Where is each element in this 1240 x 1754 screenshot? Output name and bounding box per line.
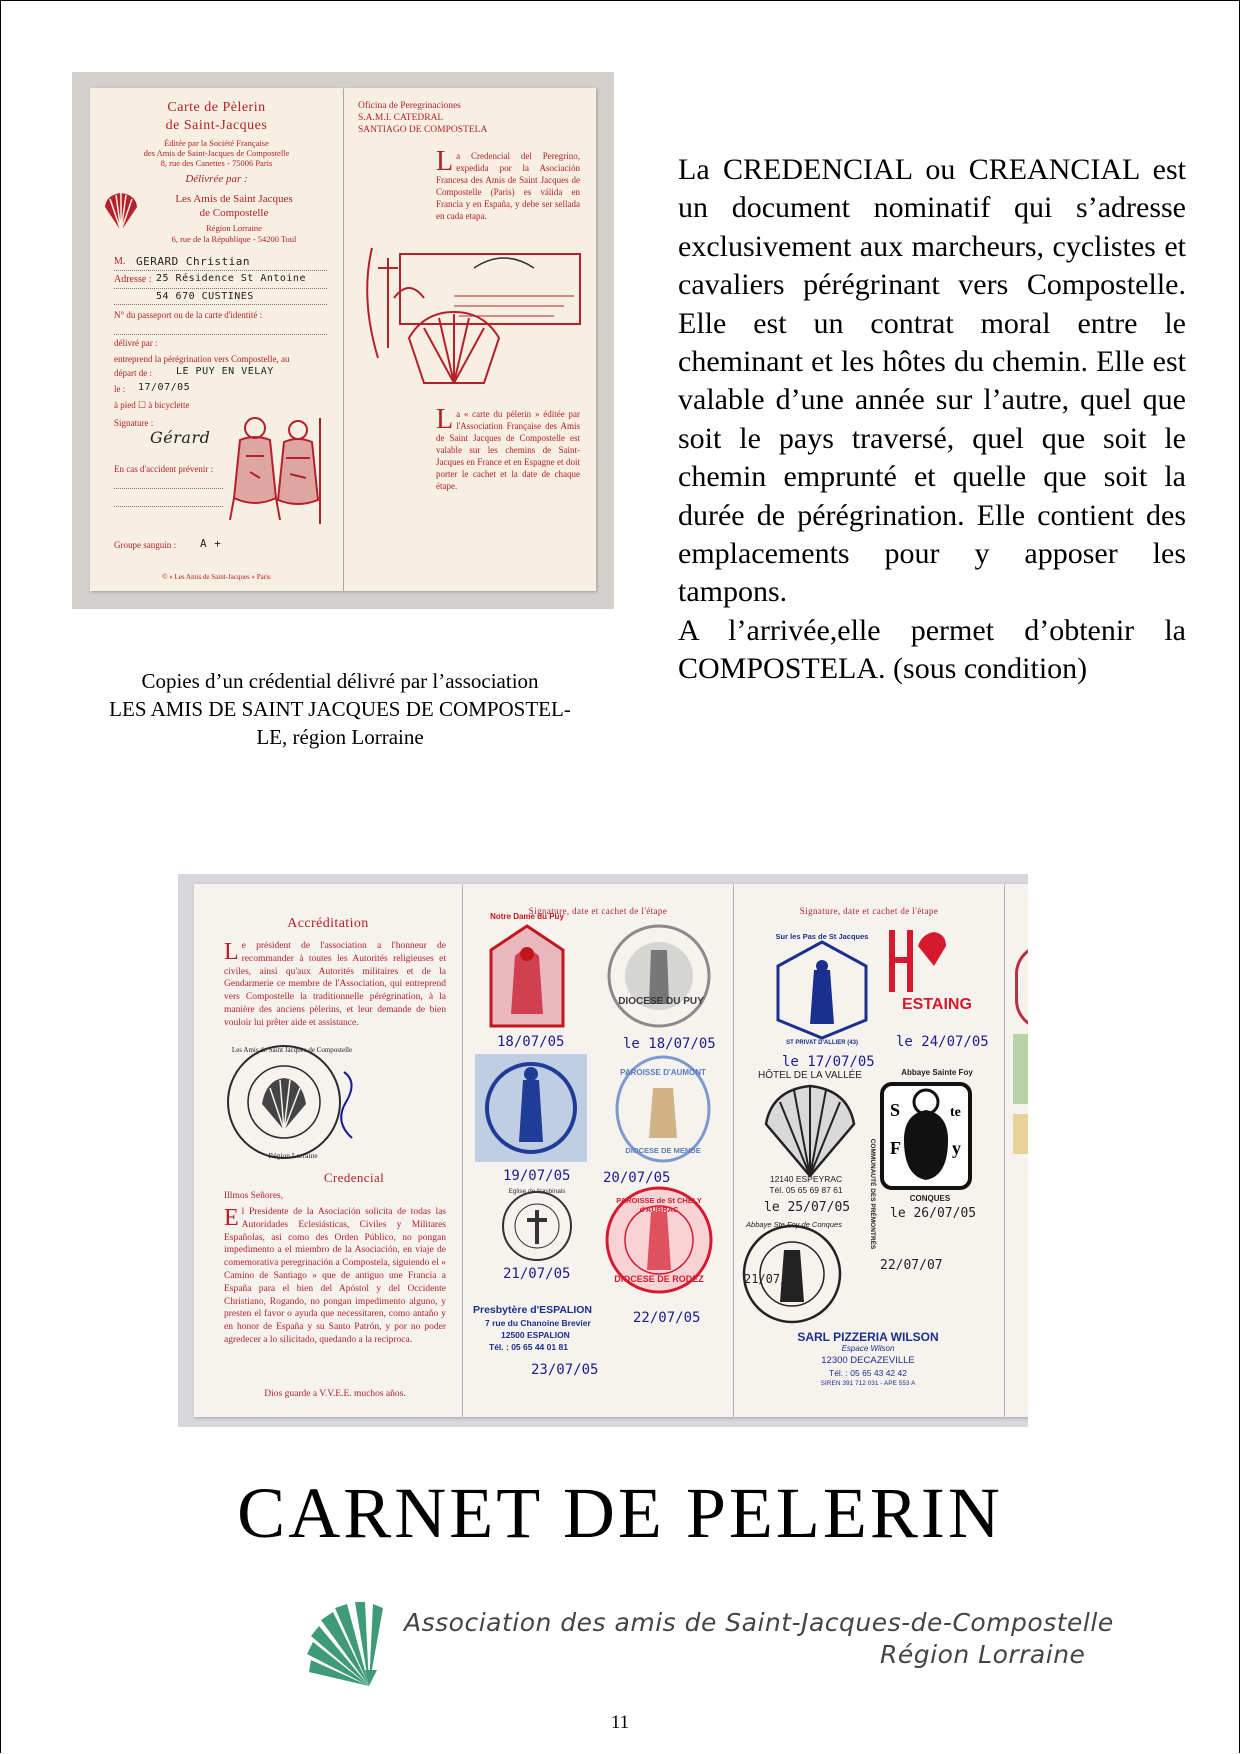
caption-line3: LE, région Lorraine: [256, 725, 424, 749]
pizzeria-line5: SIREN 391 712 031 - APE 553 A: [820, 1380, 916, 1387]
credencial-greeting: Illmos Señores,: [224, 1191, 284, 1201]
espalion-line2: 7 rue du Chanoine Brevier: [485, 1318, 591, 1328]
field-signature-label: Signature :: [114, 418, 154, 428]
stamp-date-7: 23/07/05: [531, 1362, 599, 1378]
pizzeria-line4: Tél. : 05 65 43 42 42: [829, 1368, 907, 1378]
main-title: CARNET DE PELERIN: [237, 1473, 1003, 1553]
sur-les-pas-stamp: [774, 940, 870, 1040]
field-mode-label: à pied ☐ à bicyclette: [114, 400, 190, 410]
card-edited-by2: des Amis de Saint-Jacques de Compostelle: [143, 148, 290, 158]
field-delivre-label: délivré par :: [114, 338, 158, 348]
saint-jacques-blue-stamp: [473, 1050, 589, 1166]
abbaye-conques-stamp: [878, 1080, 974, 1192]
card-issuer-line1: Les Amis de Saint Jacques: [175, 193, 293, 205]
description-paragraph1: La CREDENCIAL ou CREANCIAL est un document nominatif qui s’adresse exclusivement aux marcheurs, cyclistes et cavaliers pérégrinant vers Compostelle. Elle est un contrat moral entre le cheminant et les hôtes du chemin. Elle est valable d’une année sur l’autre, quel que soit le pays traversé, quel que soit le chemin emprunté et quelle que soit la durée de pérégrination. Elle contient des emplacements pour y apposer les tampons.: [678, 153, 1186, 609]
hotel-vallee-stamp: [754, 1080, 866, 1184]
stamp-date-12: 22/07/07: [880, 1258, 943, 1273]
pilgrims-illustration: [220, 408, 330, 528]
field-pilgrimage-label: entreprend la pérégrination vers Compostelle, au: [114, 354, 290, 364]
stamps-panel-3-partial: [1005, 884, 1028, 1417]
stamps-panel-1: [463, 884, 733, 1417]
nasbinals-stamp: [499, 1188, 575, 1264]
description-paragraph: [678, 151, 1186, 689]
sur-les-pas-label: Sur les Pas de St Jacques: [775, 932, 869, 941]
stamp-date-13: 21/07/07: [744, 1272, 802, 1286]
notre-dame-stamp: [485, 922, 569, 1032]
spanish-dropcap: L: [436, 146, 454, 177]
credencial-closing: Dios guarde a V.V.E.E. muchos años.: [264, 1389, 406, 1399]
accreditation-dropcap: L: [224, 939, 239, 965]
field-le-value: 17/07/05: [138, 382, 191, 393]
svg-text:F: F: [890, 1138, 901, 1158]
hotel-vallee-phone: Tél. 05 65 69 87 61: [769, 1185, 843, 1195]
field-adresse-value: 25 Résidence St Antoine: [156, 273, 306, 284]
field-blood-value: A +: [200, 537, 222, 550]
chely-aubrac-label: PAROISSE de St CHELY d'AUBRAC: [616, 1196, 702, 1214]
diocese-puy-label: DIOCESE DU PUY: [618, 996, 704, 1007]
carnet-photo: [178, 874, 1028, 1427]
estaing-label: ESTAING: [902, 996, 972, 1013]
stamp-date-4: 20/07/05: [603, 1170, 671, 1186]
field-depart-value: LE PUY EN VELAY: [176, 366, 274, 377]
field-passport-label: N° du passeport ou de la carte d'identité :: [114, 310, 263, 320]
nasbinals-label: Eglise de Nasbinals: [508, 1188, 566, 1195]
credential-left-card: [90, 88, 343, 591]
field-le-label: le :: [114, 384, 126, 394]
association-region: Région Lorraine: [880, 1640, 1086, 1669]
conques-label: CONQUES: [909, 1194, 951, 1203]
office-header3: SANTIAGO DE COMPOSTELA: [358, 125, 488, 135]
card-issuer-region: Région Lorraine: [206, 223, 262, 233]
accreditation-panel: [194, 884, 462, 1417]
hotel-vallee-label: HÔTEL DE LA VALLÉE: [758, 1070, 862, 1081]
diocese-puy-stamp: [603, 920, 715, 1032]
association-seal: [214, 1042, 364, 1162]
diocese-mende-label: DIOCESE DE MENDE: [625, 1146, 701, 1155]
stamp-date-5: 21/07/05: [503, 1266, 571, 1282]
field-blood-label: Groupe sanguin :: [114, 540, 176, 550]
stamps-panel-2: [734, 884, 1004, 1417]
field-depart-label: départ de :: [114, 368, 152, 378]
espalion-line3: 12500 ESPALION: [501, 1330, 570, 1340]
field-accident-label: En cas d'accident prévenir :: [114, 464, 214, 474]
card-copyright: © « Les Amis de Saint-Jacques » Paris: [162, 573, 271, 581]
svg-text:S: S: [890, 1100, 901, 1120]
premontres-label: COMMUNAUTÉ DES PRÉMONTRÉS: [869, 1138, 876, 1250]
accreditation-text: e président de l'association a l'honneur de recommander à toutes les Autorités religieuses et civiles, ainsi qu'aux Autorités militaires et de la Gendarmerie ce membre de l'Association, qui entreprend vers Compostelle la traditionnelle pérégrination, à la manière des anciens pèlerins, et leur demande de bien vouloir lui prêter aide et assistance.: [224, 941, 446, 1028]
card-delivered-by: Délivrée par :: [185, 173, 248, 185]
page-number: 11: [610, 1712, 630, 1733]
cathedral-stamp: [354, 238, 584, 388]
credencial-title: Credencial: [323, 1170, 385, 1185]
accreditation-title: Accréditation: [287, 916, 369, 931]
french-text-block: [436, 404, 580, 492]
stamp-date-6: 22/07/05: [633, 1310, 701, 1326]
credencial-text: l Presidente de la Asociación solicita de todas las Autoridades Eclesiásticas, Civiles y Militares Españolas, así como des Orden Público, no pongan impedimento a el miembro de la Asociación, en viaje de comemorativa peregrinación a Compostela, siguiendo el « Camino de Santiago » que de antiguo une Francia a España para el bien del Apóstol y del Occidente Christiano, Rogando, no pongan impedimento alguno, y presten el favor o ayuda que necessitaren, como antaño y en honor de España y su Santo Patrón, y por no poder agredecer a lo silicitado, quedando a la reciproca.: [224, 1207, 446, 1345]
association-name: Association des amis de Saint-Jacques-de-Compostelle: [404, 1608, 1114, 1637]
french-text: a « carte du pèlerin » éditée par l'Association Française des Amis de Saint Jacques de Compostelle est valable sur les chemins de Saint-Jacques en France et en Espagne et doit porter le cachet et la date de chaque étape.: [436, 409, 580, 491]
stamp-date-10: le 25/07/05: [764, 1200, 851, 1215]
seal-text: Les Amis de Saint Jacques de Compostelle: [231, 1046, 353, 1054]
stamp-date-2: le 18/07/05: [623, 1036, 716, 1052]
hotel-vallee-address: 12140 ESPEYRAC: [769, 1174, 843, 1184]
photo-caption: [60, 667, 620, 751]
espalion-line4: Tél. : 05 65 44 01 81: [489, 1342, 568, 1352]
paroisse-aumont-label: PAROISSE D'AUMONT: [620, 1068, 706, 1077]
pizzeria-line3: 12300 DECAZEVILLE: [821, 1355, 915, 1366]
field-adresse-label: Adresse :: [114, 274, 152, 285]
pizzeria-line2: Espace Wilson: [841, 1344, 895, 1353]
description-paragraph2: A l’arrivée,elle permet d’obtenir la COMPOSTELA. (sous condition): [678, 613, 1186, 686]
abbaye-round-label: Abbaye Ste Foy de Conques: [746, 1220, 842, 1229]
abbaye-label: Abbaye Sainte Foy: [901, 1068, 973, 1077]
card-title-line1: Carte de Pèlerin: [167, 100, 266, 115]
credential-right-card: [344, 88, 596, 591]
estaing-stamp: [884, 926, 948, 996]
svg-text:te: te: [950, 1105, 961, 1120]
notre-dame-label: Notre Dame du Puy: [490, 912, 564, 921]
card-address: 8, rue des Canettes - 75006 Paris: [160, 158, 273, 168]
credencial-text-block: [224, 1206, 446, 1347]
espalion-line1: Presbytère d'ESPALION: [473, 1304, 593, 1316]
stamp-date-1: 18/07/05: [497, 1034, 565, 1050]
stamp-date-9: le 24/07/05: [896, 1034, 989, 1050]
card-edited-by: Éditée par la Société Française: [164, 138, 269, 148]
stamp-date-3: 19/07/05: [503, 1168, 571, 1184]
pizzeria-line1: SARL PIZZERIA WILSON: [797, 1330, 939, 1344]
caption-line1: Copies d’un crédential délivré par l’association: [141, 669, 539, 693]
credencial-dropcap: E: [224, 1205, 239, 1231]
credential-photo: [72, 72, 614, 609]
scallop-shell-icon: [305, 1600, 401, 1690]
caption-line2: LES AMIS DE SAINT JACQUES DE COMPOSTEL-: [109, 697, 571, 721]
field-m-label: M.: [114, 256, 126, 267]
field-signature-value: Gérard: [150, 428, 211, 447]
office-header2: S.A.M.I. CATEDRAL: [358, 113, 444, 123]
diocese-rodez-label: DIOCESE DE RODEZ: [614, 1274, 704, 1284]
card-issuer-line2: de Compostelle: [199, 207, 269, 219]
french-dropcap: L: [436, 404, 454, 435]
office-header1: Oficina de Peregrinaciones: [358, 101, 461, 111]
card-issuer-address: 6, rue de la République - 54200 Toul: [171, 234, 297, 244]
stage-header-1: Signature, date et cachet de l'étape: [528, 906, 668, 916]
accreditation-text-block: [224, 940, 446, 1030]
field-m-value: GERARD Christian: [136, 255, 250, 268]
field-adresse-value2: 54 670 CUSTINES: [156, 291, 254, 302]
card-title-line2: de Saint-Jacques: [165, 118, 268, 133]
stamp-date-8: le 17/07/05: [782, 1054, 875, 1070]
stage-header-2: Signature, date et cachet de l'étape: [799, 906, 939, 916]
svg-text:y: y: [952, 1138, 961, 1158]
seal-region: Région Lorraine: [268, 1151, 318, 1160]
stamp-date-11: le 26/07/05: [890, 1206, 977, 1221]
spanish-text: a Credencial del Peregrino, expedida por la Asociación Francesa des Amis de Saint Jacques de Compostelle (Paris) es válida en Francia y en España, y debe ser sellada en cada etapa.: [436, 151, 580, 221]
saint-privat-label: ST PRIVAT D'ALLIER (43): [786, 1040, 858, 1046]
spanish-text-block: [436, 146, 580, 222]
